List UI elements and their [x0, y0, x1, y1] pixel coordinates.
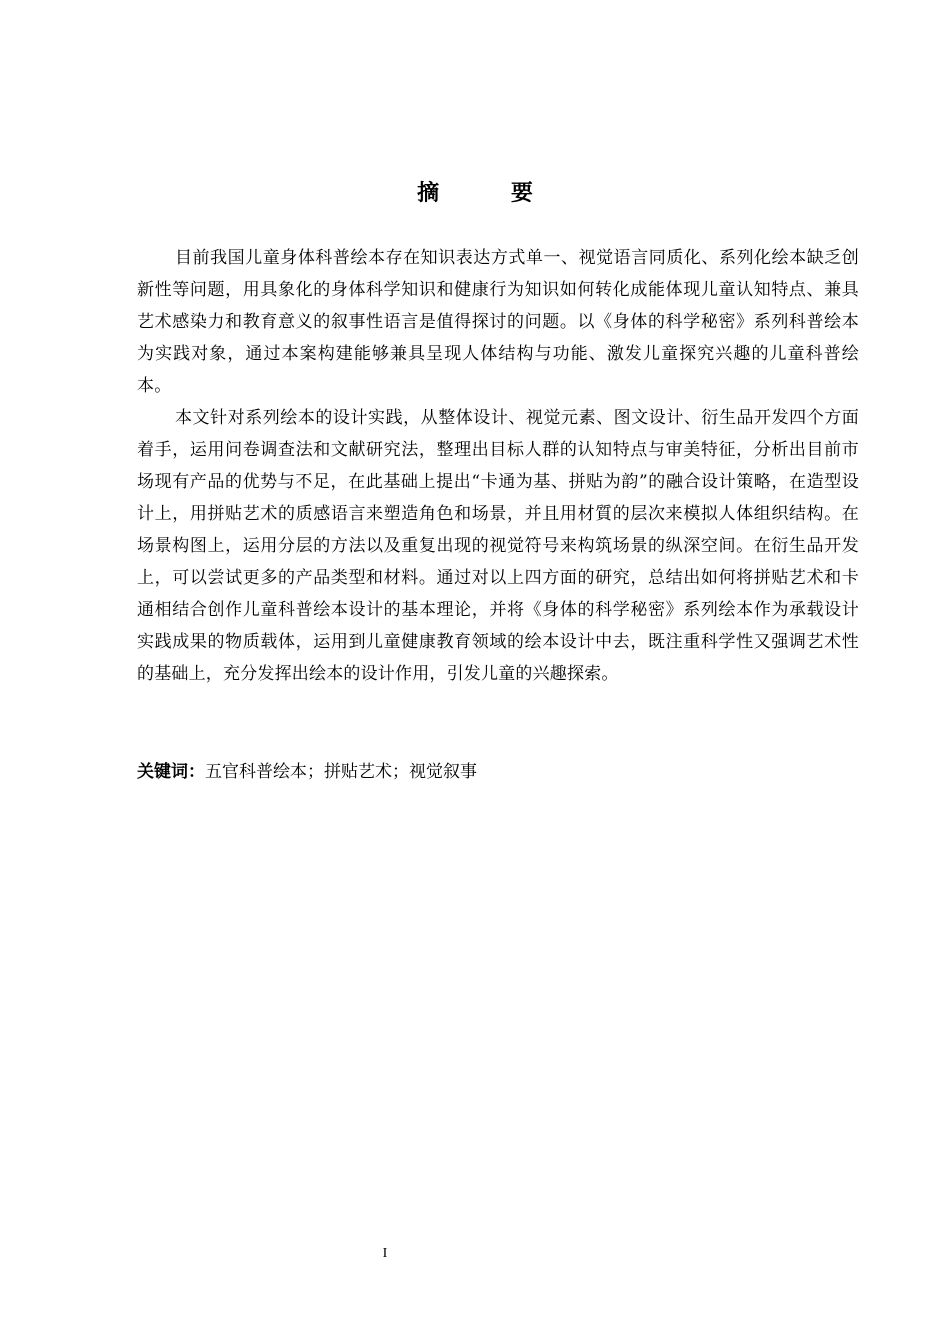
keywords-label: 关键词：	[137, 762, 205, 782]
page-number: I	[382, 1246, 388, 1261]
page-title: 摘 要	[417, 181, 565, 206]
keywords-line	[137, 756, 859, 788]
abstract-paragraph-2: 本文针对系列绘本的设计实践，从整体设计、视觉元素、图文设计、衍生品开发四个方面着手，运用问卷调查法和文献研究法，整理出目标人群的认知特点与审美特征，分析出目前市场现有产品的优势与不足，在此基础上提出“卡通为基、拼贴为韵”的融合设计策略，在造型设计上，用拼贴艺术的质感语言来塑造角色和场景，并且用材質的层次来模拟人体组织结构。在场景构图上，运用分层的方法以及重复出现的视觉符号来构筑场景的纵深空间。在衍生品开发上，可以尝试更多的产品类型和材料。通过对以上四方面的研究，总结出如何将拼贴艺术和卡通相结合创作儿童科普绘本设计的基本理论，并将《身体的科学秘密》系列绘本作为承载设计实践成果的物质载体，运用到儿童健康教育领域的绘本设计中去，既注重科学性又强调艺术性的基础上，充分发挥出绘本的设计作用，引发儿童的兴趣探索。	[137, 408, 859, 684]
abstract-paragraph-1: 目前我国儿童身体科普绘本存在知识表达方式单一、视觉语言同质化、系列化绘本缺乏创新性等问题，用具象化的身体科学知识和健康行为知识如何转化成能体现儿童认知特点、兼具艺术感染力和教育意义的叙事性语言是值得探讨的问题。以《身体的科学秘密》系列科普绘本为实践对象，通过本案构建能够兼具呈现人体结构与功能、激发儿童探究兴趣的儿童科普绘本。	[137, 248, 859, 396]
keywords-text: 五官科普绘本；拼贴艺术；视觉叙事	[205, 762, 477, 782]
abstract-body	[137, 242, 859, 690]
